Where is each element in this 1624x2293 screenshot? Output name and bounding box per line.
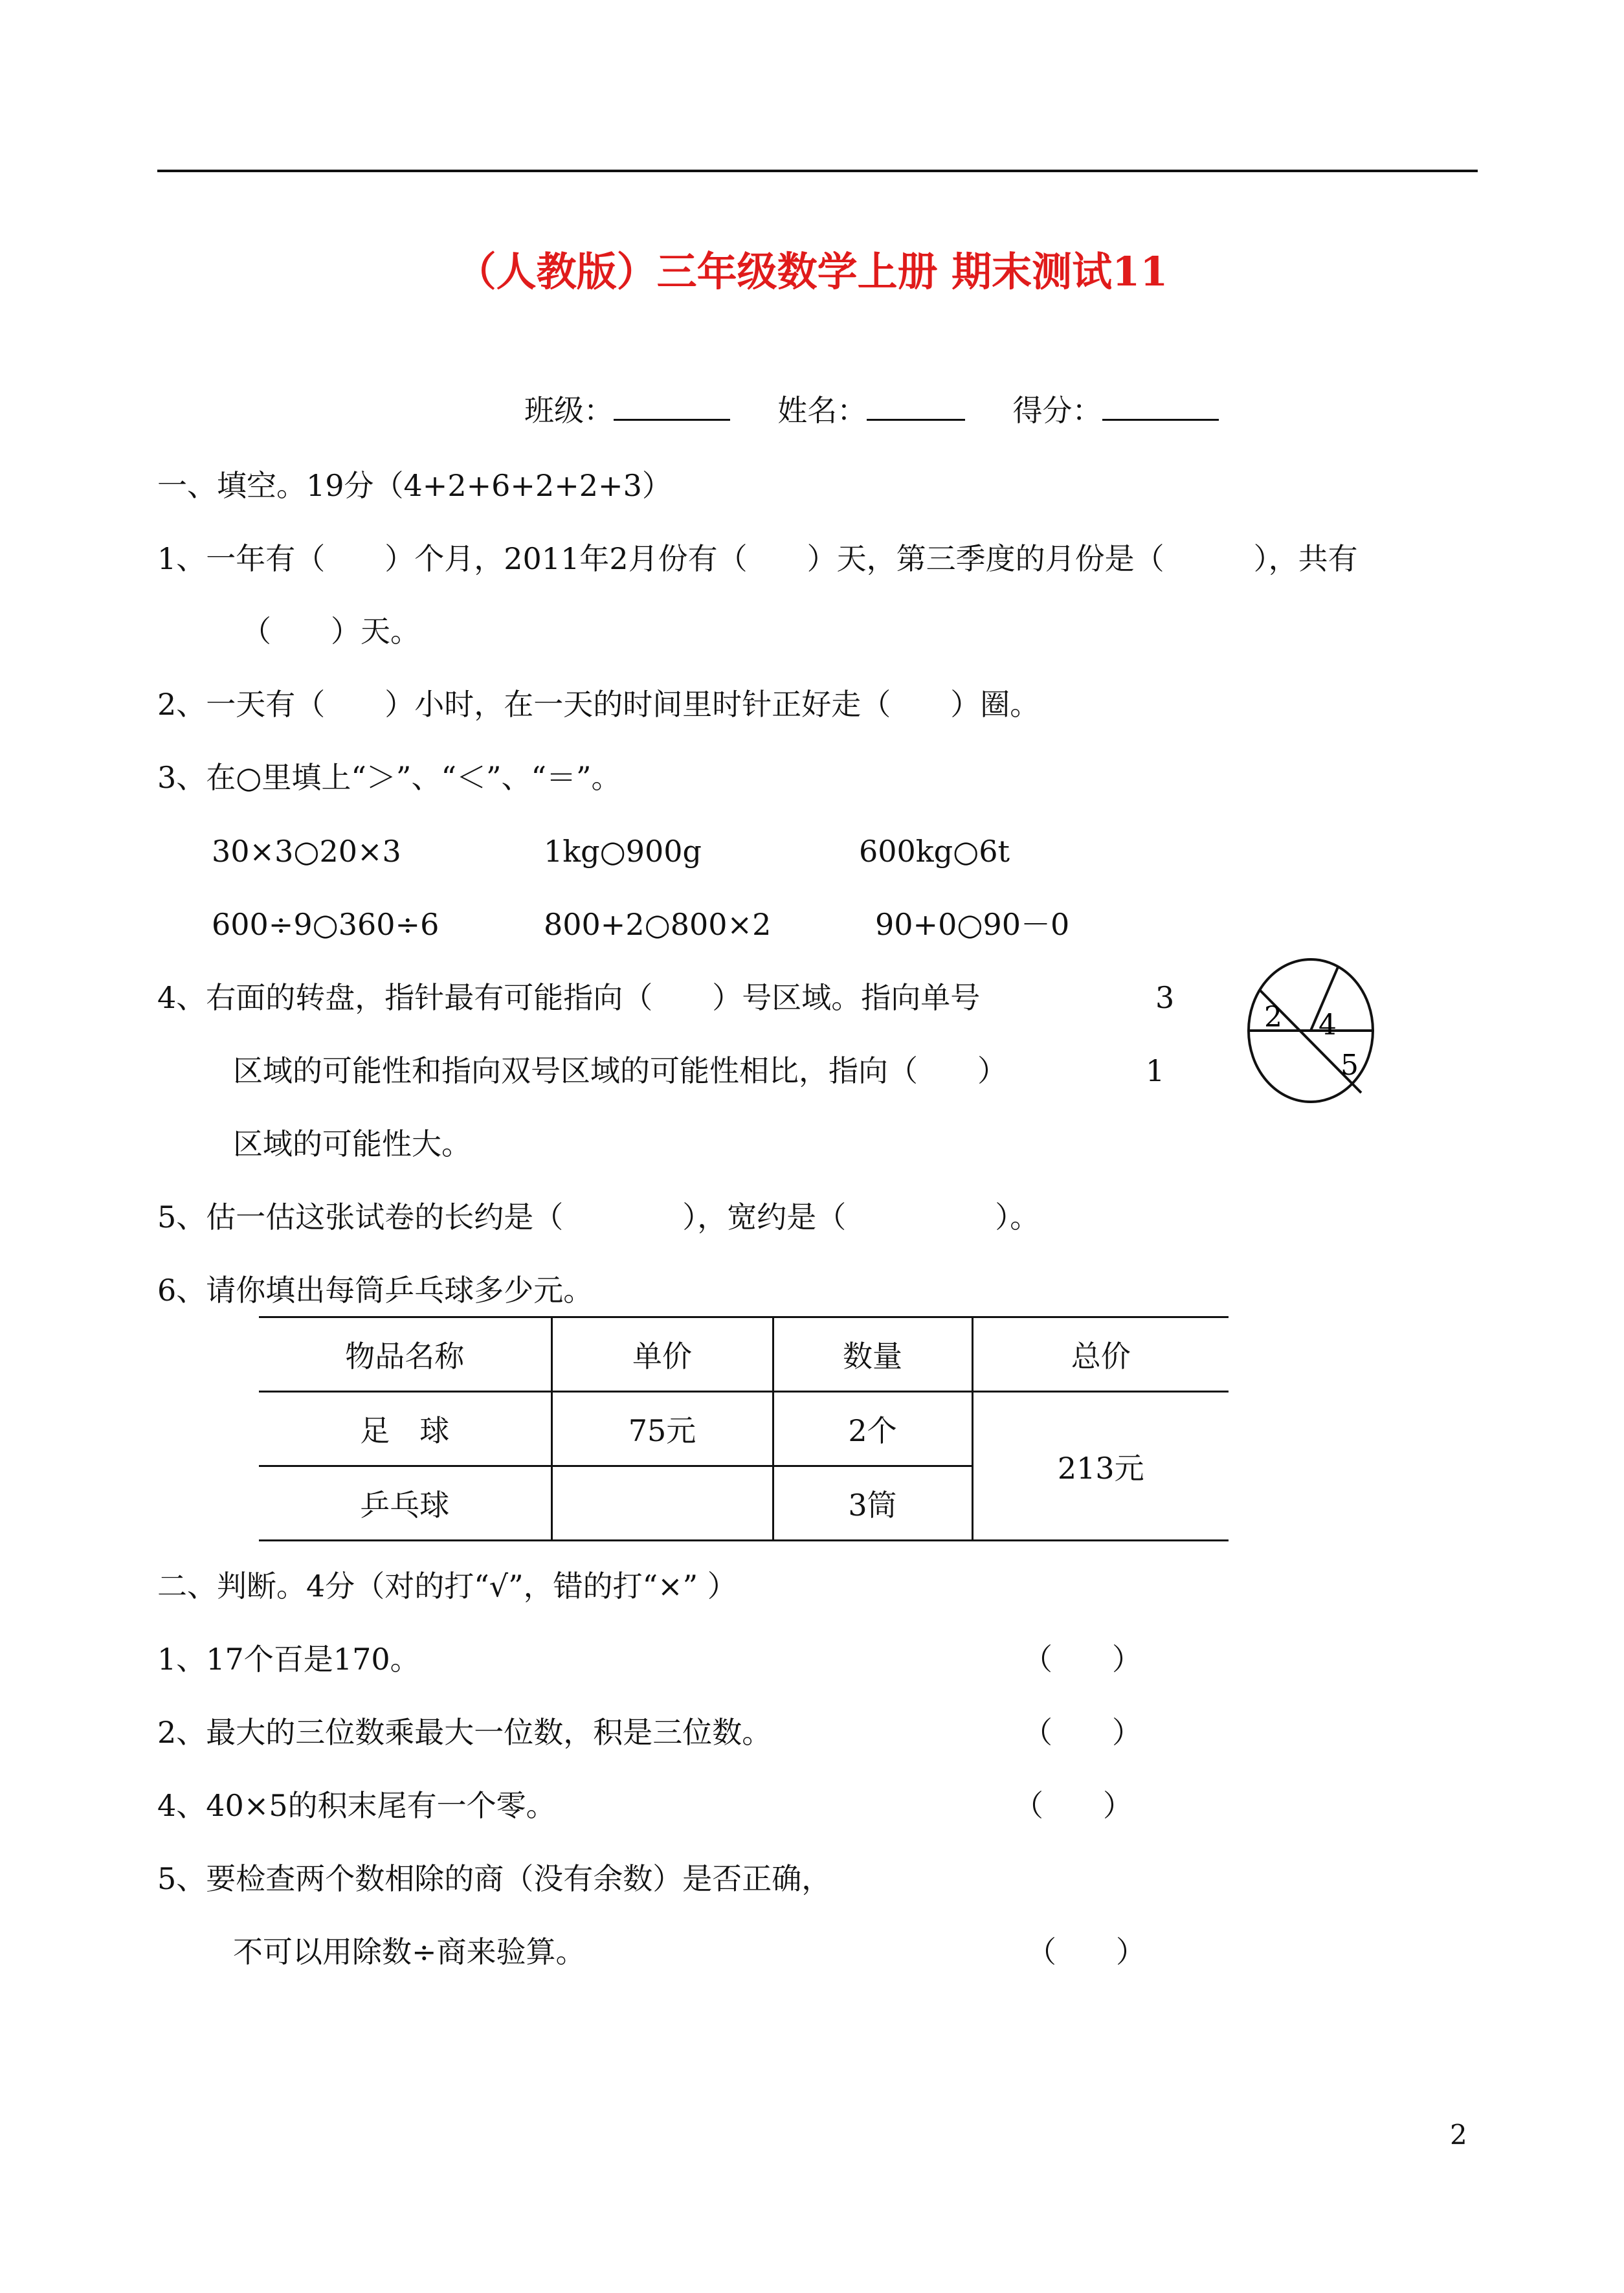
judge-paren-5[interactable]: （ ）: [1027, 1934, 1146, 1969]
header-rule: [157, 170, 1478, 172]
judge-item-5-line1: 5、要检查两个数相除的商（没有余数）是否正确，: [157, 1861, 832, 1896]
name-label: 姓名：: [777, 393, 867, 428]
page-number: 2: [1450, 2119, 1467, 2151]
spinner-diagram: [1240, 950, 1382, 1112]
q3-r1-c1: 30×3○20×3: [212, 834, 401, 869]
header-quantity: 数量: [773, 1317, 972, 1392]
q3-prompt: 3、在○里填上“＞”、“＜”、“＝”。: [157, 760, 621, 795]
table-row: [259, 1392, 1229, 1466]
total-cell: 213元: [972, 1392, 1229, 1541]
judge-item-5-line2: 不可以用除数÷商来验算。: [233, 1934, 586, 1969]
header-unit-price: 单价: [551, 1317, 773, 1392]
q3-r1-c2: 1kg○900g: [544, 834, 702, 869]
price-table: [259, 1316, 1229, 1541]
q4-line3: 区域的可能性大。: [233, 1126, 471, 1161]
spinner-label-2: 2: [1264, 1001, 1282, 1034]
row2-qty: 3筒: [773, 1466, 972, 1541]
judge-item-1: 1、17个百是170。: [157, 1642, 420, 1677]
page-title: （人教版）三年级数学上册 期末测试11: [456, 248, 1168, 295]
q1-line2: （ ）天。: [241, 614, 420, 649]
q4-side-label-3: 3: [1155, 980, 1175, 1015]
q3-r2-c2: 800+2○800×2: [544, 907, 772, 942]
header-total: 总价: [972, 1317, 1229, 1392]
row1-qty: 2个: [773, 1392, 972, 1466]
class-label: 班级：: [524, 393, 614, 428]
score-label: 得分：: [1012, 393, 1102, 428]
judge-item-2: 2、最大的三位数乘最大一位数，积是三位数。: [157, 1715, 772, 1750]
q3-r2-c1: 600÷9○360÷6: [212, 907, 439, 942]
row2-name: 乒乓球: [259, 1466, 551, 1541]
class-blank[interactable]: [614, 392, 730, 421]
spinner-label-5: 5: [1340, 1049, 1359, 1082]
q3-r2-c3: 90+0○90－0: [875, 907, 1070, 942]
judge-paren-4[interactable]: （ ）: [1014, 1788, 1133, 1823]
info-line: [524, 391, 1219, 430]
section1-heading: 一、填空。19分（4+2+6+2+2+3）: [157, 468, 672, 503]
table-header-row: [259, 1317, 1229, 1392]
q4-line1: 4、右面的转盘，指针最有可能指向（ ）号区域。指向单号: [157, 980, 981, 1015]
q6-prompt: 6、请你填出每筒乒乓球多少元。: [157, 1273, 594, 1308]
name-blank[interactable]: [867, 392, 965, 421]
q4-line2: 区域的可能性和指向双号区域的可能性相比，指向（ ）: [233, 1053, 1007, 1088]
header-item-name: 物品名称: [259, 1317, 551, 1392]
score-blank[interactable]: [1102, 392, 1219, 421]
row1-price: 75元: [551, 1392, 773, 1466]
spinner-label-4: 4: [1318, 1009, 1337, 1042]
row2-price-blank[interactable]: [551, 1466, 773, 1541]
q2: 2、一天有（ ）小时，在一天的时间里时针正好走（ ）圈。: [157, 687, 1040, 722]
q4-side-label-1: 1: [1146, 1053, 1165, 1088]
q5: 5、估一估这张试卷的长约是（ ），宽约是（ ）。: [157, 1200, 1040, 1235]
judge-item-4: 4、40×5的积末尾有一个零。: [157, 1788, 556, 1823]
judge-paren-2[interactable]: （ ）: [1023, 1715, 1142, 1750]
judge-paren-1[interactable]: （ ）: [1023, 1642, 1142, 1677]
q1-line1: 1、一年有（ ）个月，2011年2月份有（ ）天，第三季度的月份是（ ），共有: [157, 541, 1358, 576]
q3-r1-c3: 600kg○6t: [859, 834, 1010, 869]
section2-heading: 二、判断。4分（对的打“√”，错的打“×” ）: [157, 1569, 737, 1604]
row1-name: 足 球: [259, 1392, 551, 1466]
